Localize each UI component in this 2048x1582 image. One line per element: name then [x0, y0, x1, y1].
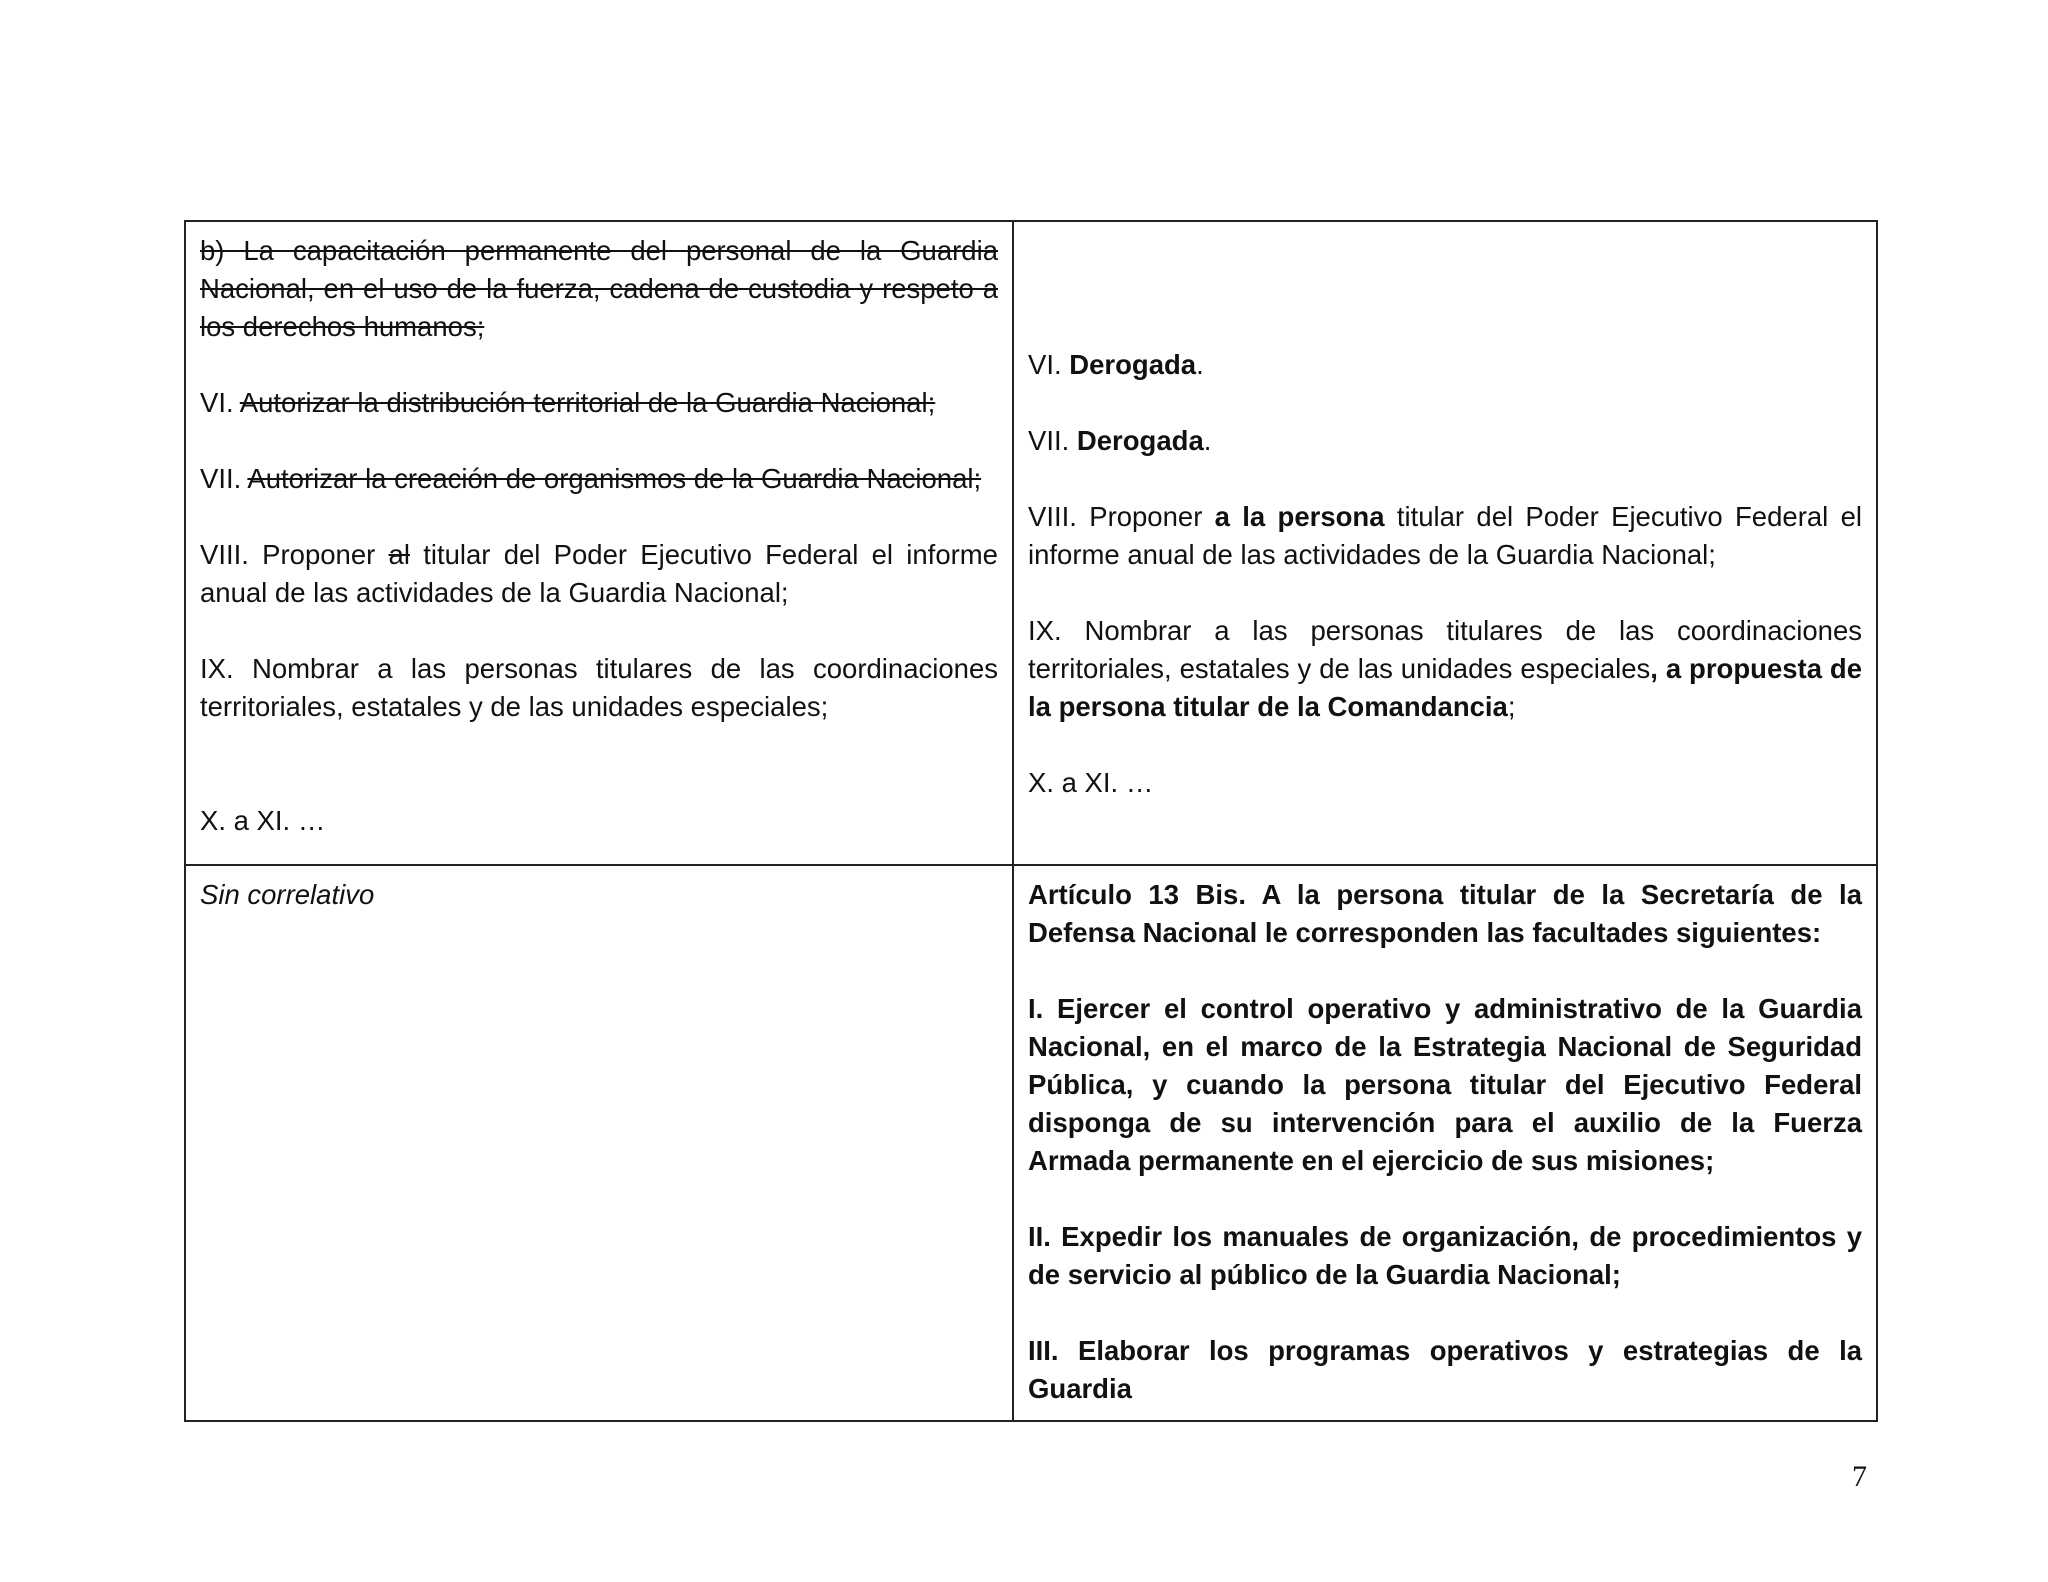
- table-row: [185, 865, 1877, 1421]
- item-b-struck: b) La capacitación permanente del personal de la Guardia Nacional, en el uso de la fuerza, cadena de custodia y respeto a los derechos humanos;: [200, 235, 998, 342]
- article-13-bis-item-ii: II. Expedir los manuales de organización, de procedimientos y de servicio al público de la Guardia Nacional;: [1028, 1221, 1862, 1290]
- item-x-current: X. a XI. …: [200, 805, 326, 836]
- proposed-text-cell: [1013, 865, 1877, 1421]
- table-row: [185, 221, 1877, 865]
- item-vii-proposed: VII. Derogada.: [1028, 425, 1212, 456]
- current-text-cell: [185, 865, 1013, 1421]
- item-viii-current: VIII. Proponer al titular del Poder Ejecutivo Federal el informe anual de las actividades de la Guardia Nacional;: [200, 539, 998, 608]
- article-13-bis-item-i: I. Ejercer el control operativo y administrativo de la Guardia Nacional, en el marco de la Estrategia Nacional de Seguridad Pública, y cuando la persona titular del Ejecutivo Federal disponga de su intervención para el auxilio de la Fuerza Armada permanente en el ejercicio de sus misiones;: [1028, 993, 1862, 1176]
- item-x-proposed: X. a XI. …: [1028, 767, 1154, 798]
- no-correlative-label: Sin correlativo: [200, 879, 375, 910]
- article-13-bis-item-iii: III. Elaborar los programas operativos y estrategias de la Guardia: [1028, 1335, 1862, 1404]
- comparison-table: [184, 220, 1878, 1422]
- current-text-cell: [185, 221, 1013, 865]
- item-vii-current: VII. Autorizar la creación de organismos de la Guardia Nacional;: [200, 463, 982, 494]
- item-ix-current: IX. Nombrar a las personas titulares de las coordinaciones territoriales, estatales y de las unidades especiales;: [200, 653, 998, 722]
- article-13-bis-intro: Artículo 13 Bis. A la persona titular de la Secretaría de la Defensa Nacional le corresponden las facultades siguientes:: [1028, 879, 1862, 948]
- proposed-text-cell: [1013, 221, 1877, 865]
- item-vi-current: VI. Autorizar la distribución territorial de la Guardia Nacional;: [200, 387, 936, 418]
- page-number: 7: [1852, 1460, 1867, 1493]
- item-vi-proposed: VI. Derogada.: [1028, 349, 1204, 380]
- item-viii-proposed: VIII. Proponer a la persona titular del Poder Ejecutivo Federal el informe anual de las actividades de la Guardia Nacional;: [1028, 501, 1862, 570]
- item-ix-proposed: IX. Nombrar a las personas titulares de las coordinaciones territoriales, estatales y de las unidades especiales, a propuesta de la persona titular de la Comandancia;: [1028, 615, 1862, 722]
